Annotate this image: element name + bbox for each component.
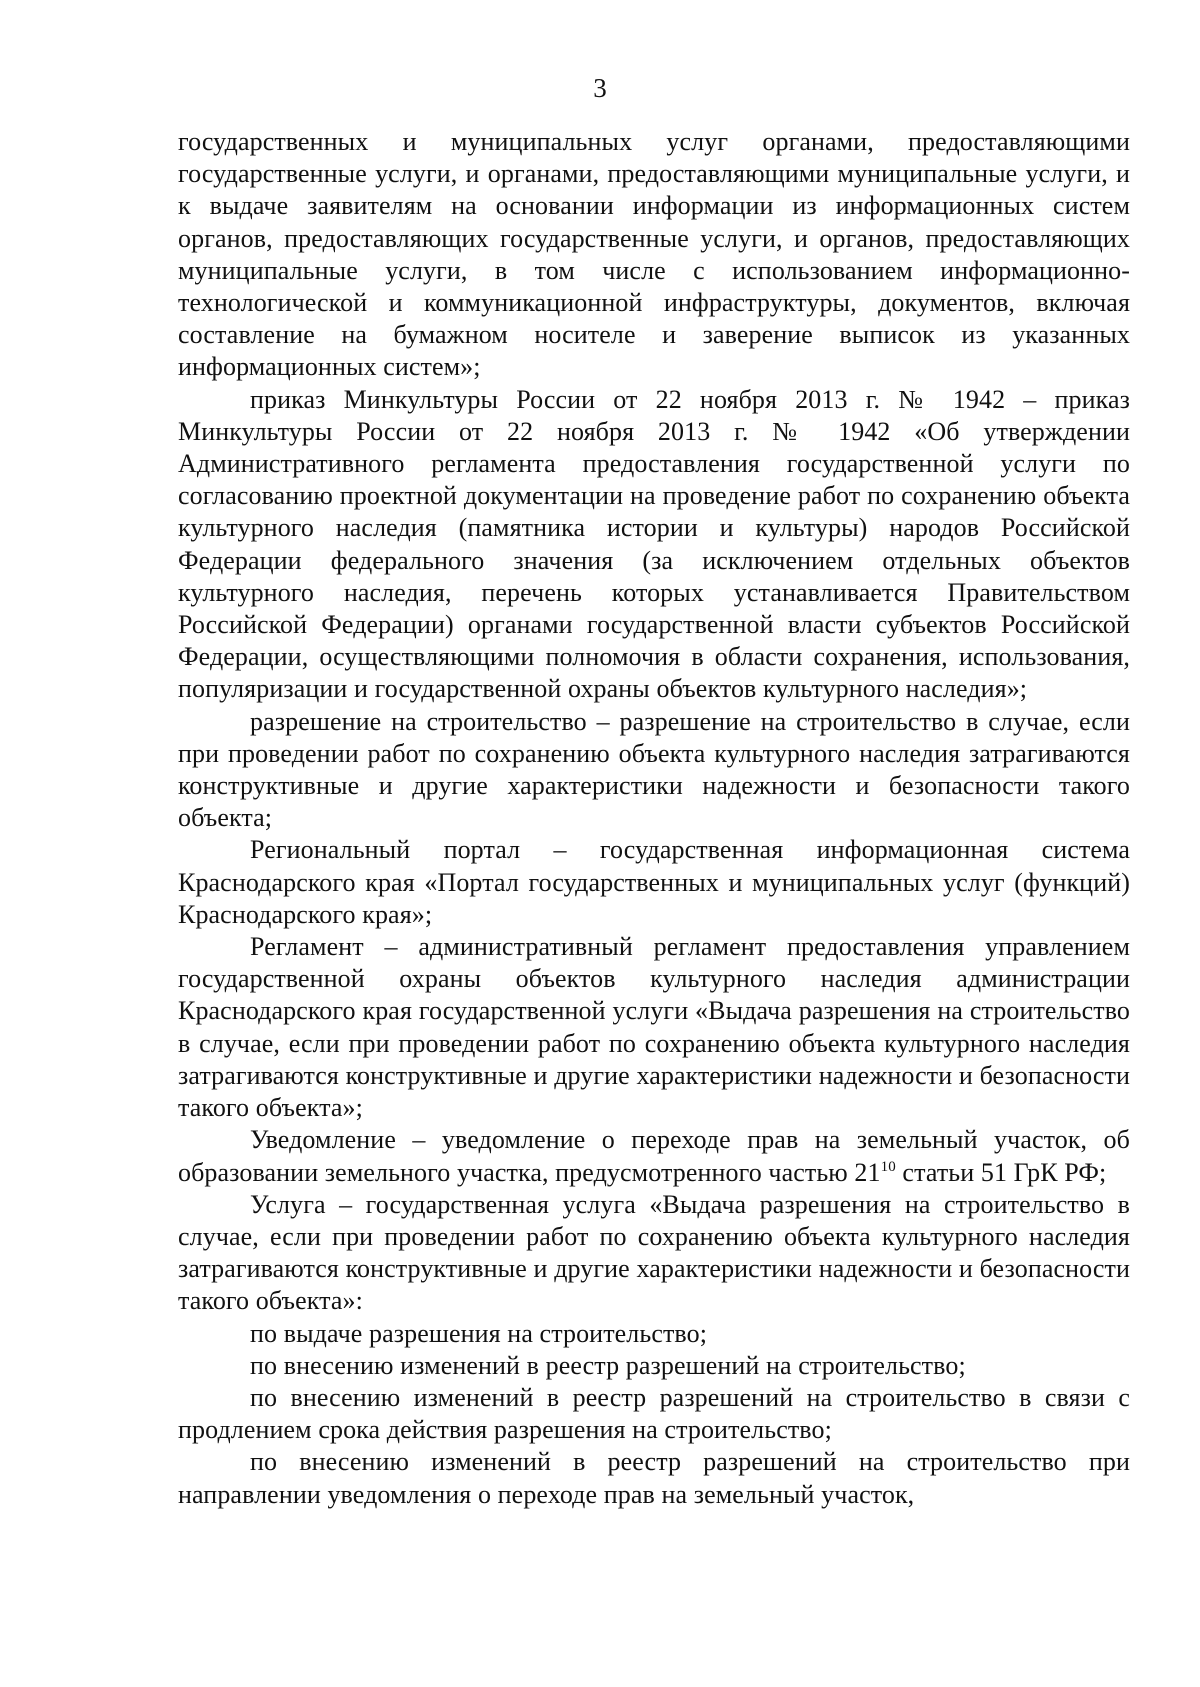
paragraph-definition-service: Услуга – государственная услуга «Выдача разрешения на строительство в случае, если при проведении работ по сохранению объекта культурного наследия затрагиваются конструктивные и другие характеристики надежности и безопасности такого объекта»: xyxy=(178,1189,1130,1316)
list-item-amend-registry-transfer: по внесению изменений в реестр разрешений на строительство при направлении уведомления о переходе прав на земельный участок, xyxy=(178,1447,1130,1509)
list-item-issue-permit: по выдаче разрешения на строительство; xyxy=(250,1318,708,1348)
document-body xyxy=(178,126,1130,1511)
paragraph-definition-regulation: Регламент – административный регламент предоставления управлением государственной охраны объектов культурного наследия администрации Краснодарского края государственной услуги «Выдача разрешения на строительство в случае, если при проведении работ по сохранению объекта культурного наследия затрагиваются конструктивные и другие характеристики надежности и безопасности такого объекта»; xyxy=(178,932,1130,1123)
list-item-amend-registry: по внесению изменений в реестр разрешений на строительство; xyxy=(250,1350,966,1380)
notification-text-before: Уведомление – уведомление о переходе прав на земельный участок, об образовании земельного участка, предусмотренного частью 21 xyxy=(178,1125,1130,1187)
notification-text-after: статьи 51 ГрК РФ; xyxy=(895,1157,1107,1187)
notification-superscript: 10 xyxy=(880,1158,896,1175)
page-number: 3 xyxy=(593,73,607,103)
paragraph-definition-notification xyxy=(178,1124,1130,1188)
paragraph-definition-building-permit: разрешение на строительство – разрешение на строительство в случае, если при проведении работ по сохранению объекта культурного наследия затрагиваются конструктивные и другие характеристики надежности и безопасности такого объекта; xyxy=(178,706,1130,833)
paragraph-definition-order-1942: приказ Минкультуры России от 22 ноября 2013 г. № 1942 – приказ Минкультуры России от 22 ноября 2013 г. № 1942 «Об утверждении Административного регламента предоставления государственной услуги по согласованию проектной документации на проведение работ по сохранению объекта культурного наследия (памятника истории и культуры) народов Российской Федерации федерального значения (за исключением отдельных объектов культурного наследия, перечень которых устанавливается Правительством Российской Федерации) органами государственной власти субъектов Российской Федерации, осуществляющими полномочия в области сохранения, использования, популяризации и государственной охраны объектов культурного наследия»; xyxy=(178,384,1130,704)
paragraph-continuation: государственных и муниципальных услуг органами, предоставляющими государственные услуги, и органами, предоставляющими муниципальные услуги, и к выдаче заявителям на основании информации из информационных систем органов, предоставляющих государственные услуги, и органов, предоставляющих муниципальные услуги, в том числе с использованием информационно-технологической и коммуникационной инфраструктуры, документов, включая составление на бумажном носителе и заверение выписок из указанных информационных систем»; xyxy=(178,127,1130,382)
list-item-amend-registry-extension: по внесению изменений в реестр разрешений на строительство в связи с продлением срока действия разрешения на строительство; xyxy=(178,1382,1130,1445)
paragraph-definition-regional-portal: Региональный портал – государственная информационная система Краснодарского края «Портал государственных и муниципальных услуг (функций) Краснодарского края»; xyxy=(178,835,1130,929)
